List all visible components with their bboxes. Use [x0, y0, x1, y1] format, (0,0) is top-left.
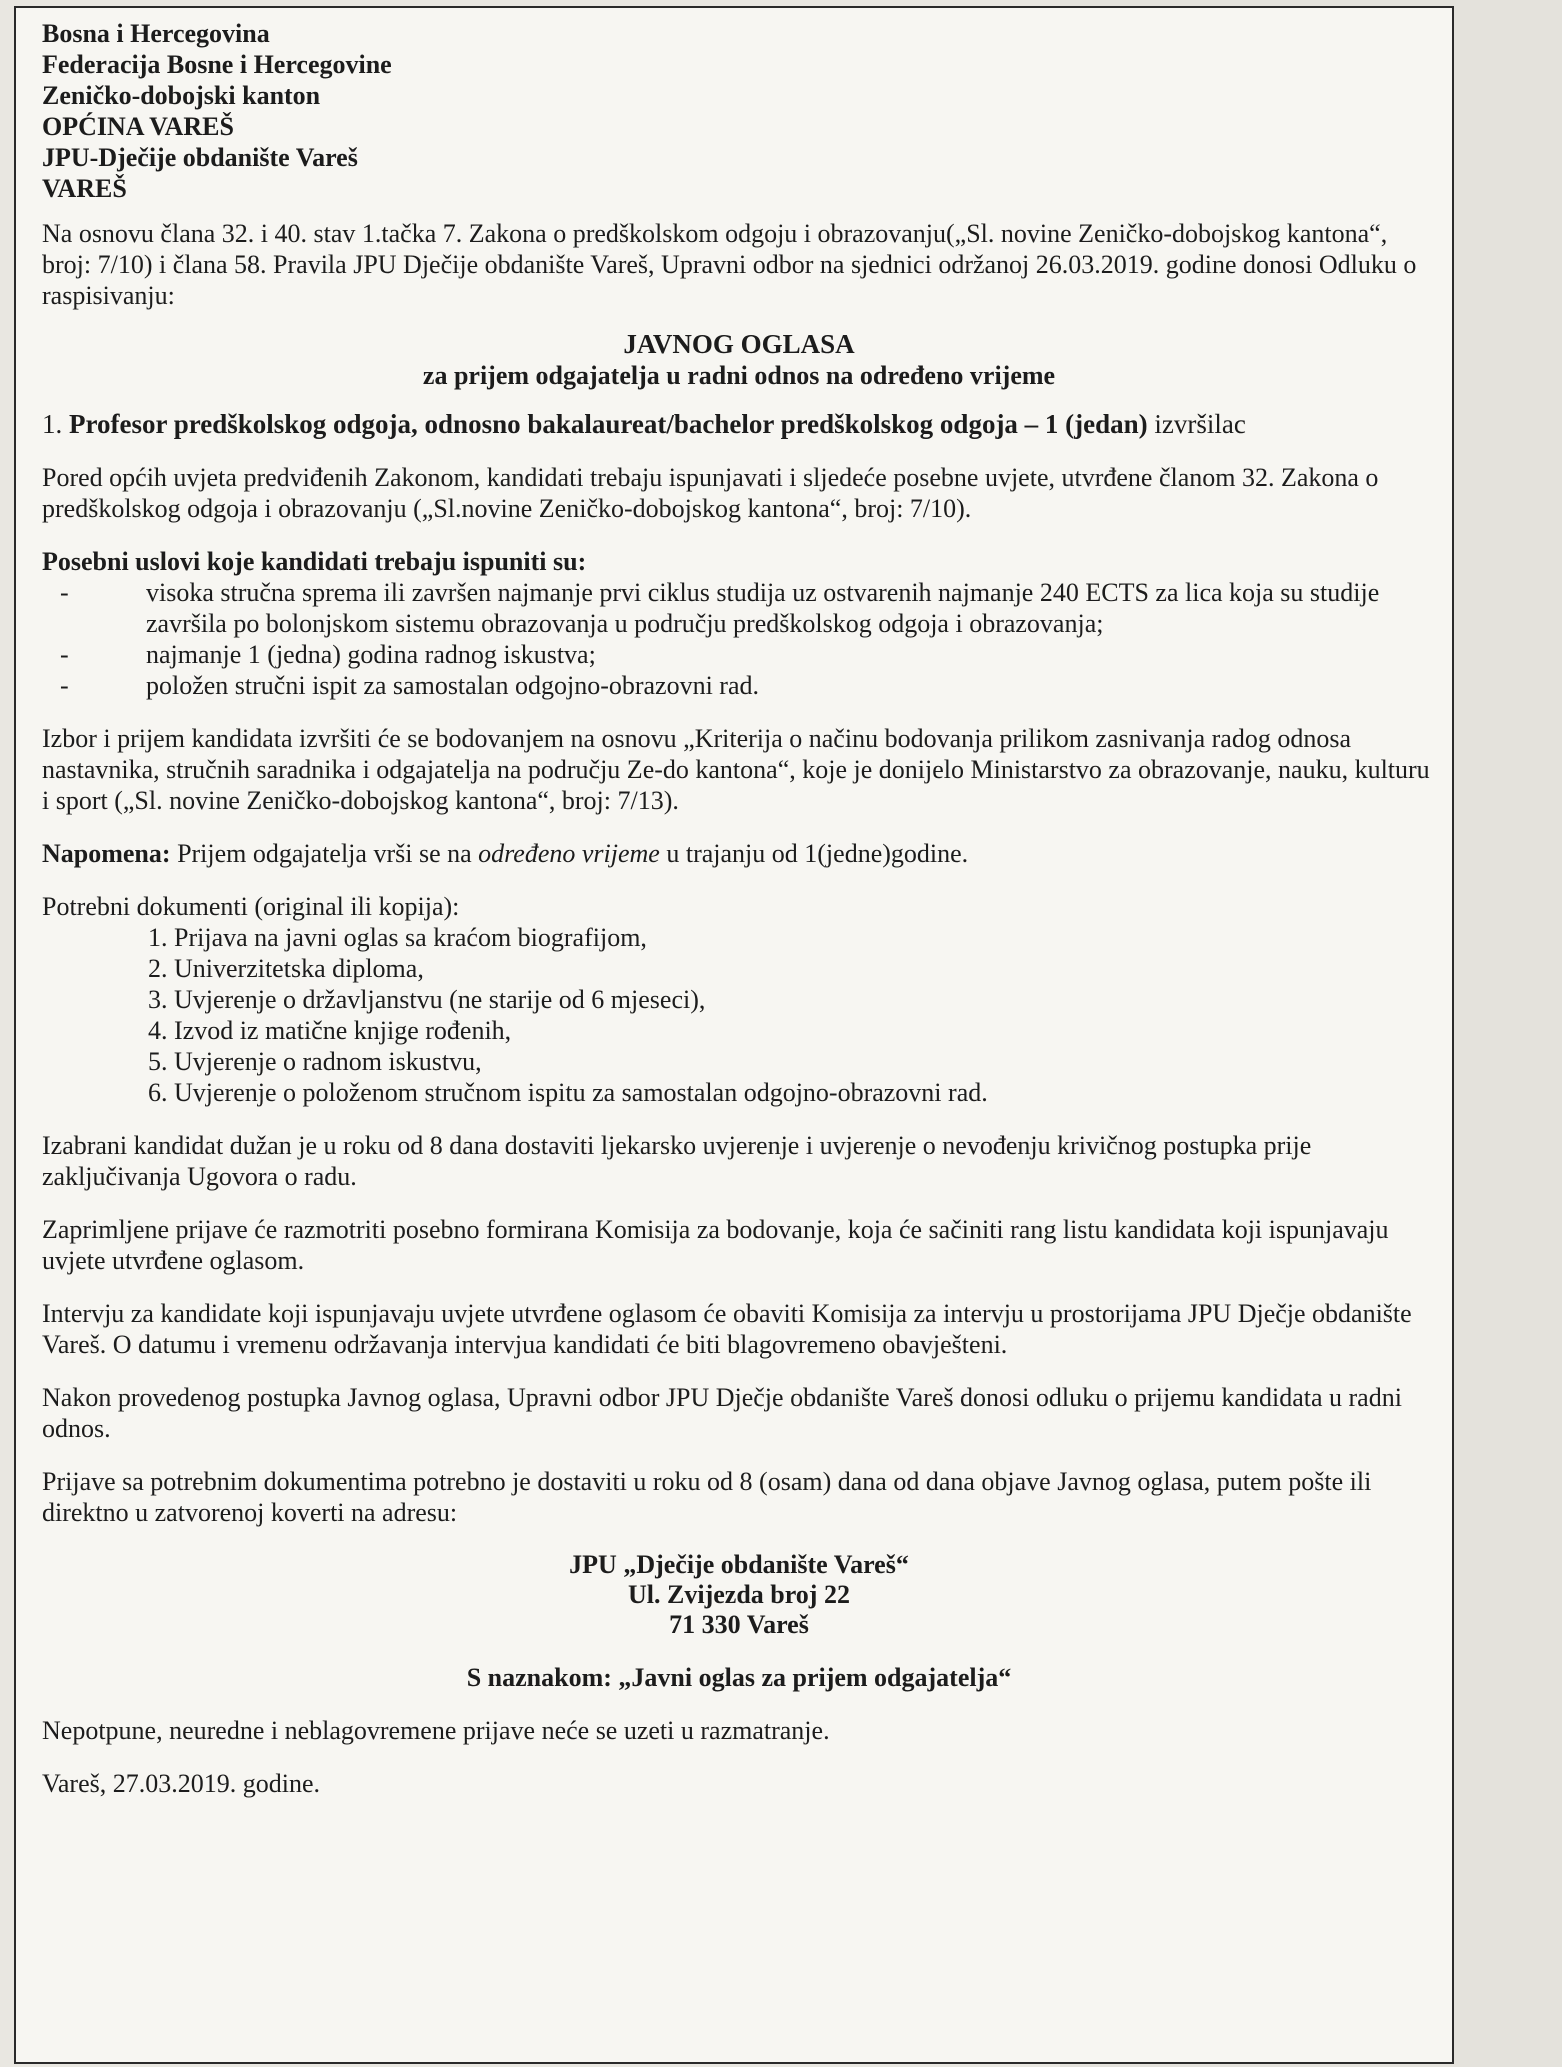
address-city: 71 330 Vareš	[669, 1610, 809, 1639]
note-text-before: Prijem odgajatelja vrši se na	[170, 839, 479, 868]
header-institution: JPU-Dječije obdanište Vareš	[42, 143, 358, 172]
position-number: 1.	[42, 409, 63, 439]
note-text-italic: određeno vrijeme	[478, 839, 660, 868]
special-conditions	[42, 546, 1436, 701]
documents-heading: Potrebni dokumenti (original ili kopija):	[42, 892, 460, 921]
position-label: Profesor predškolskog odgoja, odnosno bakalaureat/bachelor predškolskog odgoja – 1 (jedan)	[69, 409, 1148, 439]
header-canton: Zeničko-dobojski kanton	[42, 81, 321, 110]
selection-paragraph: Izbor i prijem kandidata izvršiti će se bodovanjem na osnovu „Kriterija o načinu bodovanja prilikom zasnivanja radog odnosa nastavnika, stručnih saradnika i odgajatelja na području Ze-do kantona“, koje je donijelo Ministarstvo za obrazovanje, nauku, kulturu i sport („Sl. novine Zeničko-dobojskog kantona“, broj: 7/13).	[42, 724, 1430, 815]
note-text-after: u trajanju od 1(jedne)godine.	[659, 839, 969, 868]
notice-subtitle: za prijem odgajatelja u radni odnos na određeno vrijeme	[422, 361, 1056, 390]
notice-title: JAVNOG OGLASA	[623, 329, 855, 359]
notice-content	[42, 18, 1436, 1799]
list-item: 3. Uvjerenje o državljanstvu (ne starije od 6 mjeseci),	[148, 985, 706, 1014]
intro-paragraph: Na osnovu člana 32. i 40. stav 1.tačka 7. Zakona o predškolskom odgoju i obrazovanju(„Sl. novine Zeničko-dobojskog kantona“, broj: 7/10) i člana 58. Pravila JPU Dječije obdanište Vareš, Upravni odbor na sjednici održanoj 26.03.2019. godine donosi Odluku o raspisivanju:	[42, 219, 1417, 310]
envelope-marking: S naznakom: „Javni oglas za prijem odgajatelja“	[466, 1663, 1012, 1692]
list-item: 5. Uvjerenje o radnom iskustvu,	[148, 1047, 482, 1076]
submission-paragraph: Prijave sa potrebnim dokumentima potrebno je dostaviti u roku od 8 (osam) dana od dana objave Javnog oglasa, putem pošte ili direktno u zatvorenoj koverti na adresu:	[42, 1467, 1372, 1527]
address-street: Ul. Zvijezda broj 22	[628, 1580, 850, 1609]
position-suffix: izvršilac	[1147, 409, 1246, 439]
header-city: VAREŠ	[42, 174, 127, 203]
list-item: 1. Prijava na javni oglas sa kraćom biografijom,	[148, 923, 647, 952]
list-item: - visoka stručna sprema ili završen najmanje prvi ciklus studija uz ostvarenih najmanje 240 ECTS za lica koja su studije završila po bolonjskom sistemu obrazovanja u području predškolskog odgoja i obrazovanja;	[42, 577, 1436, 639]
header-country: Bosna i Hercegovina	[42, 19, 270, 48]
date-place-line: Vareš, 27.03.2019. godine.	[42, 1769, 321, 1798]
list-item: 4. Izvod iz matične knjige rođenih,	[148, 1016, 512, 1045]
institution-header	[42, 18, 1436, 204]
header-municipality: OPĆINA VAREŠ	[42, 112, 234, 141]
special-conditions-heading: Posebni uslovi koje kandidati trebaju ispuniti su:	[42, 547, 587, 576]
medical-paragraph: Izabrani kandidat dužan je u roku od 8 dana dostaviti ljekarsko uvjerenje i uvjerenje o nevođenju krivičnog postupka prije zaključivanja Ugovora o radu.	[42, 1131, 1312, 1191]
incomplete-applications-note: Nepotpune, neuredne i neblagovremene prijave neće se uzeti u razmatranje.	[42, 1716, 830, 1745]
address-recipient: JPU „Dječije obdanište Vareš“	[569, 1550, 909, 1579]
general-conditions-paragraph: Pored općih uvjeta predviđenih Zakonom, kandidati trebaju ispunjavati i sljedeće posebne uvjete, utvrđene članom 32. Zakona o predškolskog odgoja i obrazovanju („Sl.novine Zeničko-dobojskog kantona“, broj: 7/10).	[42, 463, 1379, 523]
header-federation: Federacija Bosne i Hercegovine	[42, 50, 392, 79]
decision-paragraph: Nakon provedenog postupka Javnog oglasa, Upravni odbor JPU Dječje obdanište Vareš donosi odluku o prijemu kandidata u radni odnos.	[42, 1383, 1402, 1443]
special-conditions-list	[42, 577, 1436, 701]
documents-list	[42, 922, 1436, 1108]
list-item: 6. Uvjerenje o položenom stručnom ispitu za samostalan odgojno-obrazovni rad.	[148, 1078, 988, 1107]
note-label: Napomena:	[42, 839, 171, 868]
list-item: - najmanje 1 (jedna) godina radnog iskustva;	[42, 639, 1436, 670]
position-line	[42, 409, 1436, 440]
note-paragraph	[42, 838, 1436, 869]
public-notice-document	[14, 6, 1454, 2064]
commission-paragraph: Zaprimljene prijave će razmotriti posebno formirana Komisija za bodovanje, koja će sačiniti rang listu kandidata koji ispunjavaju uvjete utvrđene oglasom.	[42, 1215, 1389, 1275]
list-item: - položen stručni ispit za samostalan odgojno-obrazovni rad.	[42, 670, 1436, 701]
list-item: 2. Univerzitetska diploma,	[148, 954, 424, 983]
mailing-address	[42, 1550, 1436, 1640]
interview-paragraph: Intervju za kandidate koji ispunjavaju uvjete utvrđene oglasom će obaviti Komisija za intervju u prostorijama JPU Dječje obdanište Vareš. O datumu i vremenu održavanja intervjua kandidati će biti blagovremeno obavješteni.	[42, 1299, 1412, 1359]
required-documents	[42, 891, 1436, 1108]
